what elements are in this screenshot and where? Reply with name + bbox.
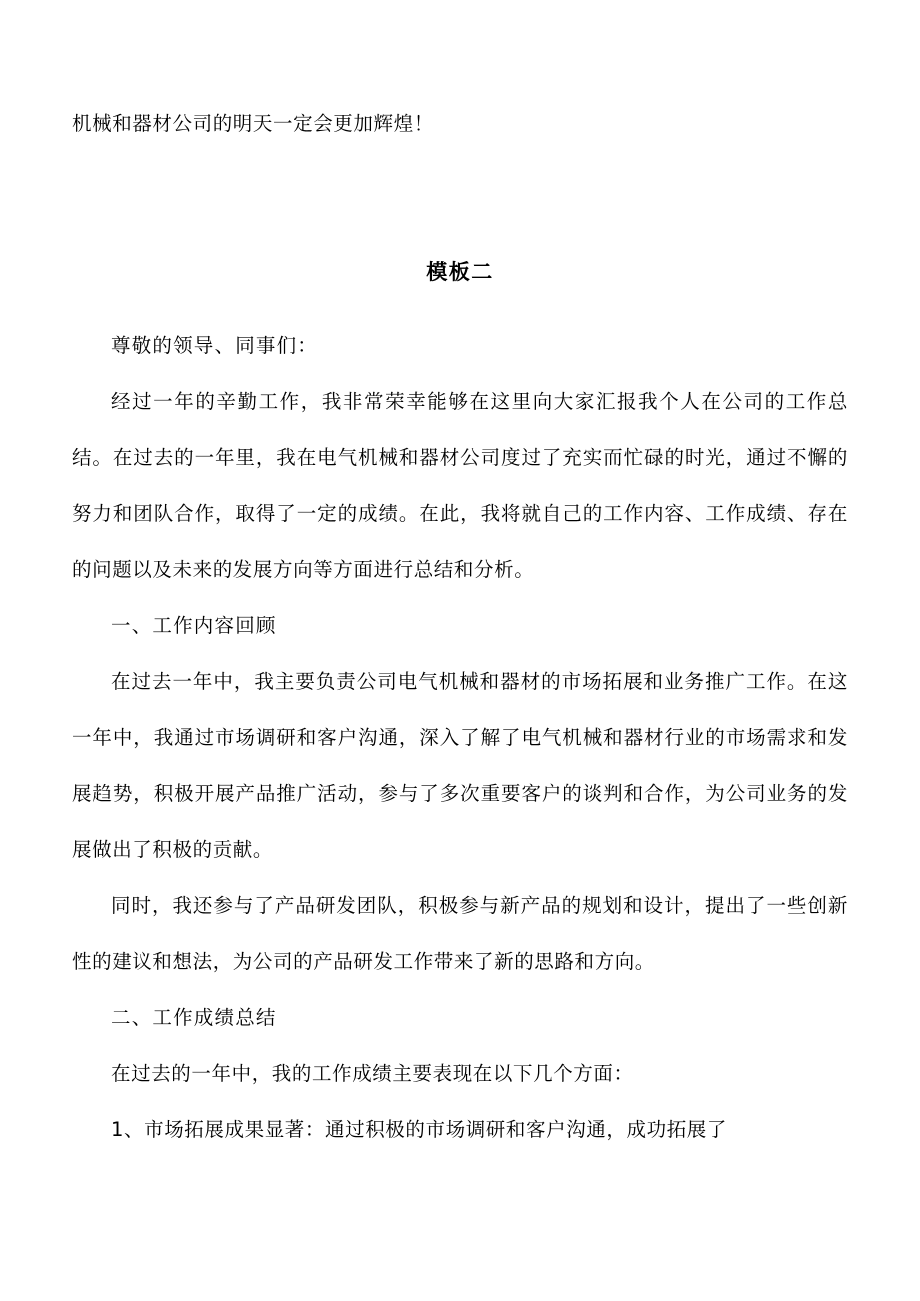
spacer <box>72 152 848 244</box>
section-one-paragraph-1: 在过去一年中，我主要负责公司电气机械和器材的市场拓展和业务推广工作。在这一年中，我通过市场调研和客户沟通，深入了解了电气机械和器材行业的市场需求和发展趋势，积极开展产品推广活动，参与了多次重要客户的谈判和合作，为公司业务的发展做出了积极的贡献。 <box>72 670 848 861</box>
continued-paragraph: 机械和器材公司的明天一定会更加辉煌！ <box>72 112 434 135</box>
template-title: 模板二 <box>426 260 494 284</box>
section-two-item-1: 1、市场拓展成果显著：通过积极的市场调研和客户沟通，成功拓展了 <box>111 1118 728 1141</box>
intro-paragraph: 经过一年的辛勤工作，我非常荣幸能够在这里向大家汇报我个人在公司的工作总结。在过去的一年里，我在电气机械和器材公司度过了充实而忙碌的时光，通过不懈的努力和团队合作，取得了一定的成绩。在此，我将就自己的工作内容、工作成绩、存在的问题以及未来的发展方向等方面进行总结和分析。 <box>72 390 848 581</box>
section-one-paragraph-2: 同时，我还参与了产品研发团队，积极参与新产品的规划和设计，提出了一些创新性的建议和想法，为公司的产品研发工作带来了新的思路和方向。 <box>72 894 848 973</box>
document-body <box>72 96 848 1158</box>
salutation: 尊敬的领导、同事们： <box>111 334 319 357</box>
section-two-heading: 二、工作成绩总结 <box>111 1006 277 1029</box>
spacer <box>72 300 848 318</box>
section-one-heading: 一、工作内容回顾 <box>111 614 277 637</box>
section-two-paragraph-1: 在过去的一年中，我的工作成绩主要表现在以下几个方面： <box>111 1062 634 1085</box>
